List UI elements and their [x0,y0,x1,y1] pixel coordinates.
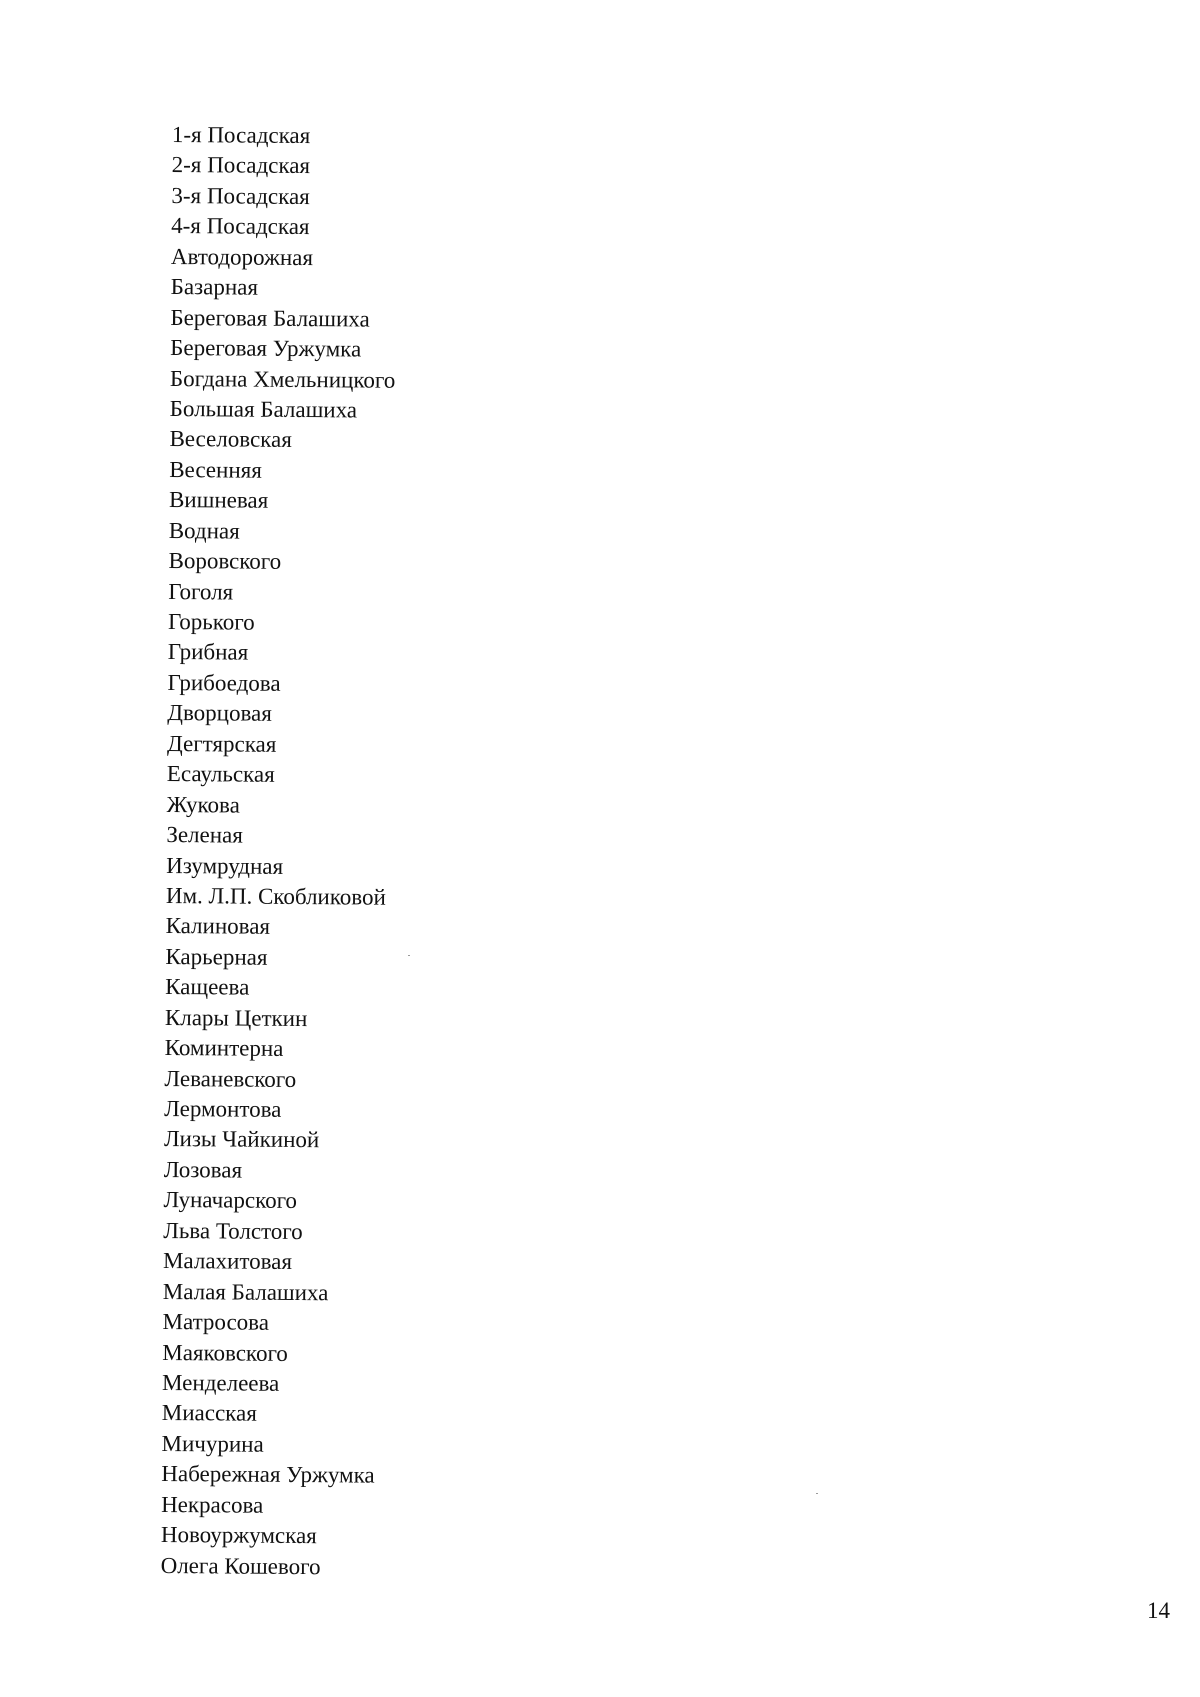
street-list-item: Зеленая [166,822,243,848]
street-list-item: Дворцовая [167,700,272,727]
street-list [161,120,398,1583]
street-list-item: 4-я Посадская [171,213,310,240]
street-list-item: Калиновая [165,913,271,940]
street-list-item: Карьерная [165,943,268,970]
street-list-item: Вишневая [168,487,269,514]
scan-speck [816,1493,818,1494]
street-list-item: Луначарского [163,1187,298,1214]
street-list-item: Грибоедова [167,669,281,696]
street-list-item: Льва Толстого [163,1217,303,1244]
street-list-item: Новоуржумская [160,1522,317,1549]
street-list-item: Изумрудная [166,852,284,879]
street-list-item: Береговая Балашиха [170,304,370,332]
street-list-item: Коминтерна [164,1035,284,1062]
street-list-item: Лермонтова [164,1095,282,1122]
street-list-item: 3-я Посадская [171,182,310,209]
street-list-item: Матросова [162,1309,270,1335]
page-number: 14 [1147,1598,1170,1623]
street-list-item: Клары Цеткин [164,1004,308,1031]
street-list-item: Дегтярская [167,730,277,757]
street-list-item: Есаульская [166,761,275,788]
scan-speck [408,955,410,956]
street-list-item: Лизы Чайкиной [163,1126,320,1153]
street-list-item: Горького [167,608,255,635]
street-list-item: Кащеева [165,974,250,1000]
street-list-item: Малая Балашиха [162,1278,329,1305]
street-list-item: Им. Л.П. Скобликовой [165,882,386,910]
street-list-item: Водная [168,517,240,544]
street-list-item: Миасская [161,1400,257,1427]
street-list-item: 2-я Посадская [171,152,311,179]
street-list-item: Маяковского [162,1339,288,1366]
street-list-item: Гоголя [168,578,234,605]
street-list-item: Леваневского [164,1065,297,1092]
street-list-item: Менделеева [161,1369,280,1396]
street-list-item: Большая Балашиха [169,395,358,423]
street-list-item: Малахитовая [162,1248,293,1275]
street-list-item: Набережная Уржумка [161,1461,375,1488]
street-list-item: 1-я Посадская [171,121,311,149]
street-list-item: Жукова [166,791,240,818]
street-list-item: Автодорожная [170,243,314,270]
street-list-item: Весенняя [169,456,262,483]
street-list-item: Богдана Хмельницкого [169,365,396,393]
street-list-item: Лозовая [163,1156,243,1183]
street-list-item: Базарная [170,274,259,300]
street-list-item: Некрасова [161,1491,264,1518]
street-list-item: Веселовская [169,426,292,453]
street-list-item: Олега Кошевого [160,1552,321,1579]
street-list-item: Грибная [167,639,249,666]
street-list-item: Воровского [168,548,282,574]
street-list-item: Береговая Уржумка [170,335,362,362]
street-list-item: Мичурина [161,1430,264,1457]
